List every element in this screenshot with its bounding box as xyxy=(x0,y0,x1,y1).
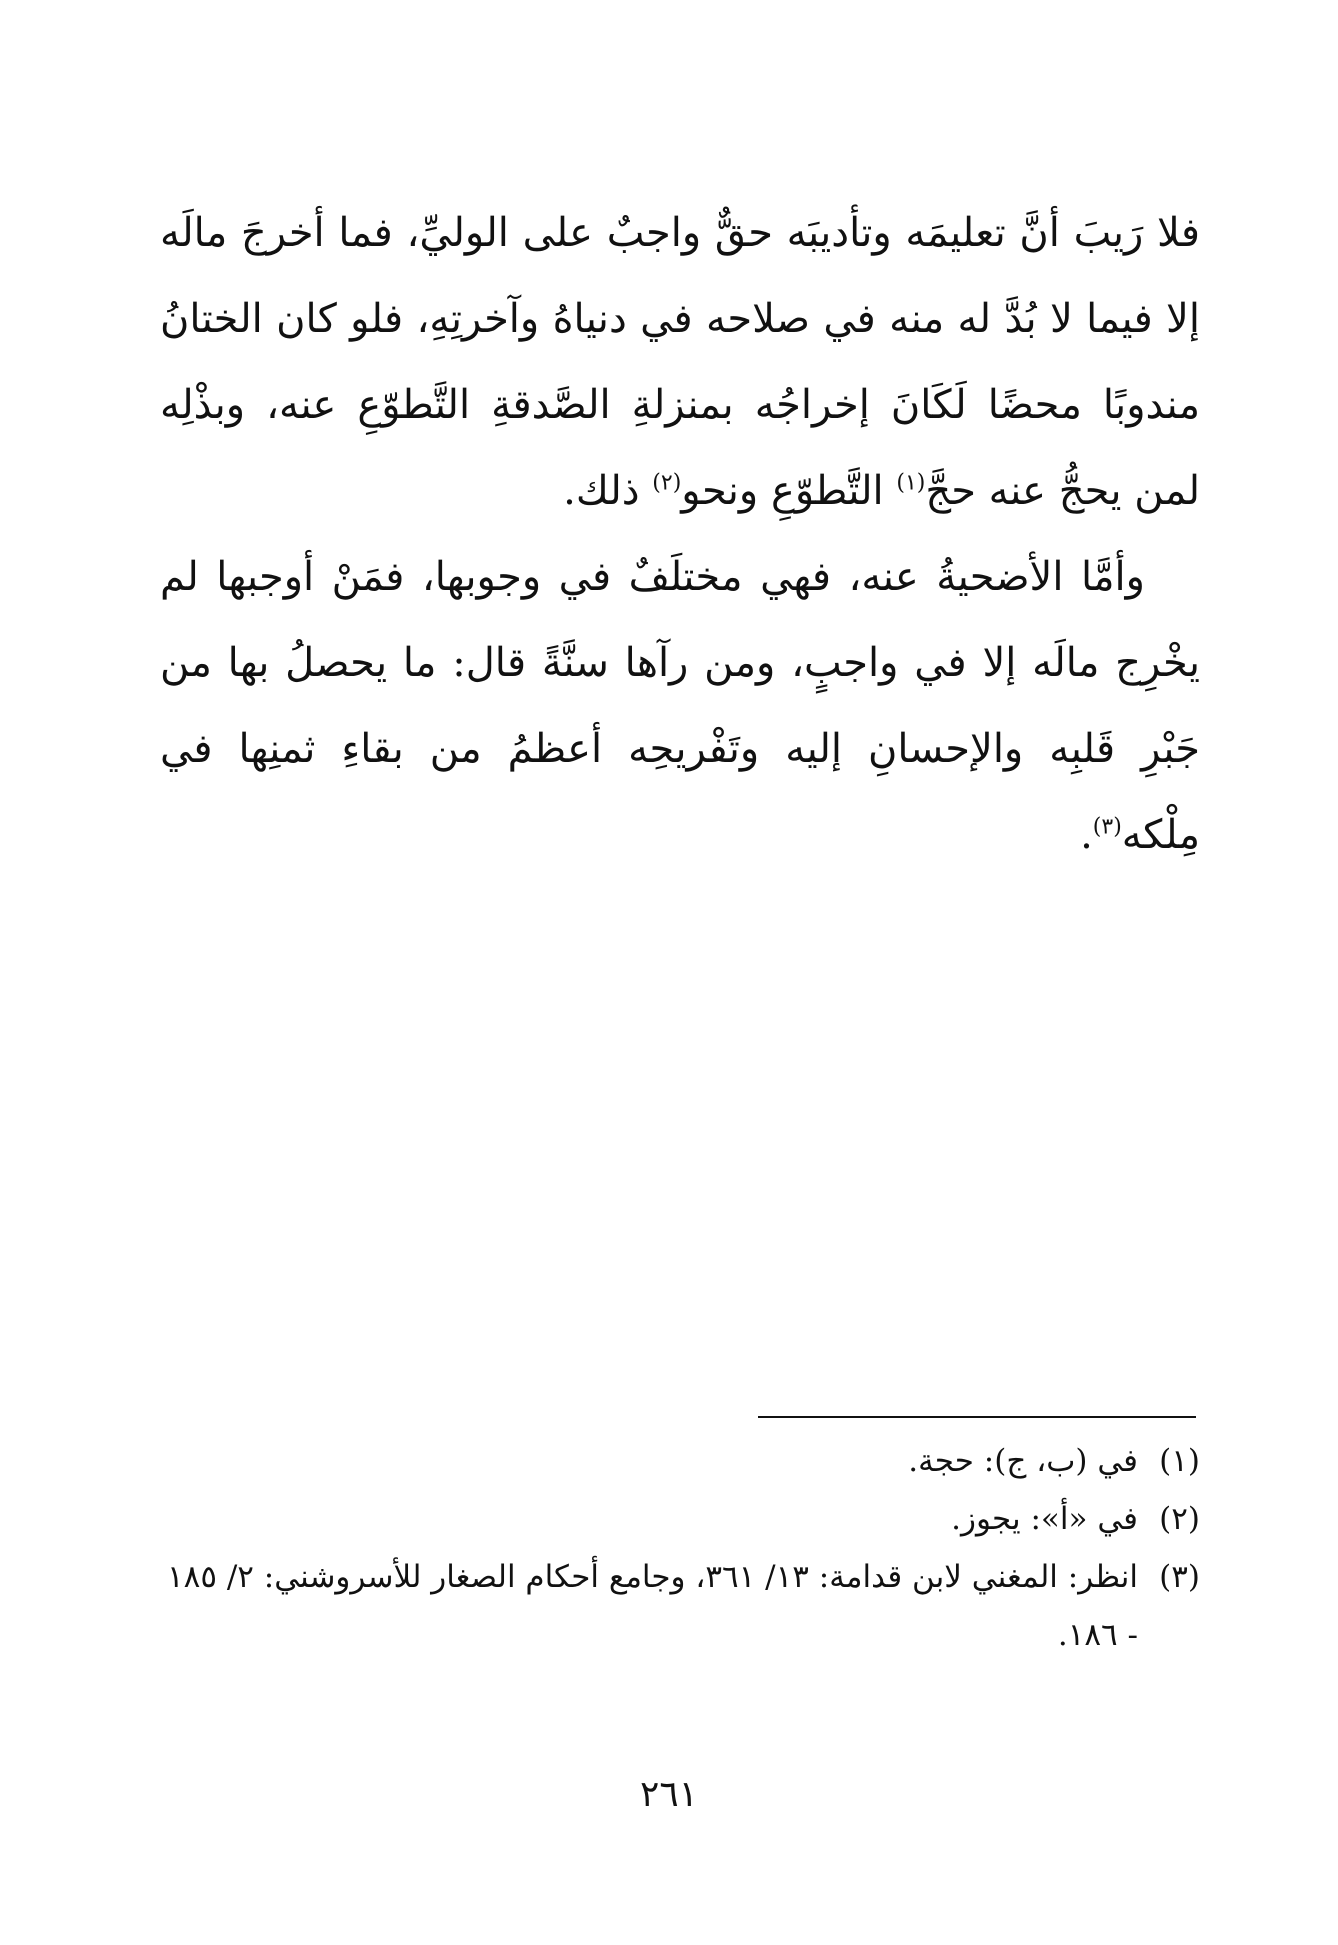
footnote-ref-1[interactable]: (١) xyxy=(896,470,926,496)
paragraph-1 xyxy=(160,190,1200,534)
footnote-text: انظر: المغني لابن قدامة: ١٣/ ٣٦١، وجامع أحكام الصغار للأسروشني: ٢/ ١٨٥ - ١٨٦. xyxy=(167,1559,1138,1653)
main-text xyxy=(160,190,1200,878)
page-number: ٢٦١ xyxy=(639,1774,698,1815)
footnote-ref-2[interactable]: (٢) xyxy=(652,470,682,496)
footnote-separator xyxy=(758,1416,1196,1418)
footnote-text: في (ب، ج): حجة. xyxy=(908,1443,1138,1479)
footnote-number: (٣) xyxy=(1159,1559,1200,1595)
paragraph-2-text-a: وأمَّا الأضحيةُ عنه، فهي مختلَفٌ في وجوبها، فمَنْ أوجبها لم يخْرِج مالَه إلا في واجبٍ، ومن رآها سنَّةً قال: ما يحصلُ بها من جَبْرِ قَلبِه والإحسانِ إليه وتَفْريحِه أعظمُ من بقاءِ ثمنِها في مِلْكه xyxy=(160,554,1200,858)
footnote-1 xyxy=(150,1432,1200,1490)
footnote-text: في «أ»: يجوز. xyxy=(951,1501,1138,1537)
footnote-number: (١) xyxy=(1159,1443,1200,1479)
footnote-ref-3[interactable]: (٣) xyxy=(1092,814,1122,840)
paragraph-1-text-c: ذلك. xyxy=(563,468,653,514)
paragraph-1-text-a: فلا رَيبَ أنَّ تعليمَه وتأديبَه حقٌّ واجبٌ على الوليِّ، فما أخرجَ مالَه إلا فيما لا بُدَّ له منه في صلاحه في دنياهُ وآخرتِهِ، فلو كان الختانُ مندوبًا محضًا لَكَانَ إخراجُه بمنزلةِ الصَّدقةِ التَّطوّعِ عنه، وبذْلِه لمن يحجُّ عنه حجَّ xyxy=(160,210,1200,514)
paragraph-1-text-b: التَّطوّعِ ونحو xyxy=(681,468,897,514)
footnote-2 xyxy=(150,1490,1200,1548)
paragraph-2 xyxy=(160,534,1200,878)
footnotes xyxy=(150,1432,1200,1664)
footnote-number: (٢) xyxy=(1159,1501,1200,1537)
paragraph-2-text-b: . xyxy=(1080,812,1093,858)
footnote-3 xyxy=(150,1548,1200,1664)
